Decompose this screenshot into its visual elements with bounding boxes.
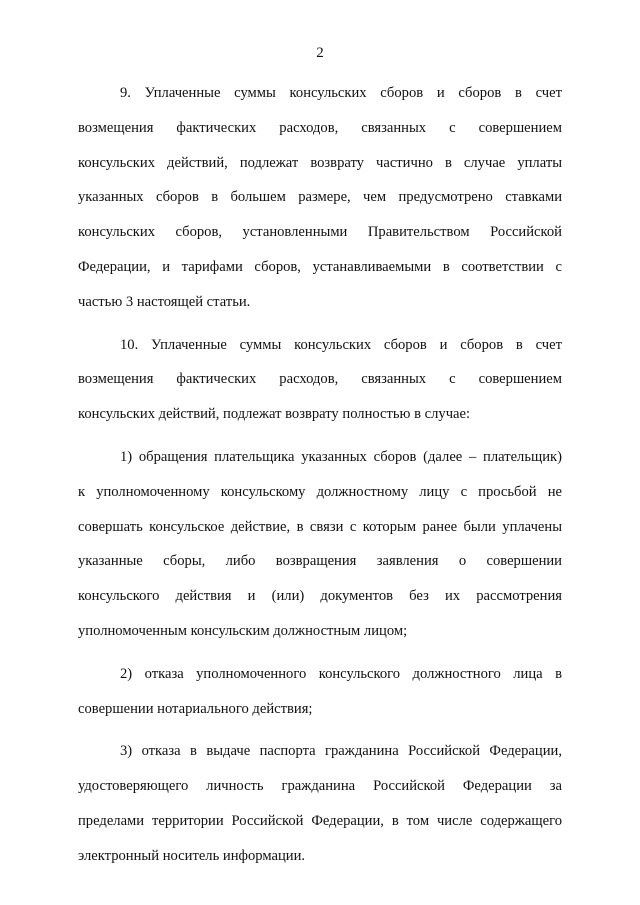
text-line: частью 3 настоящей статьи.	[78, 293, 251, 310]
list-item-1	[78, 440, 562, 649]
text-line: пределами территории Российской Федерации, в том числе содержащего	[78, 812, 562, 829]
text-line: указанные сборы, либо возвращения заявления о совершении	[78, 553, 562, 570]
page-number: 2	[316, 45, 324, 61]
text-line: 3) отказа в выдаче паспорта гражданина Российской Федерации,	[120, 743, 562, 760]
text-line: возмещения фактических расходов, связанных с совершением	[78, 119, 562, 136]
paragraph-10	[78, 328, 562, 432]
text-line: совершении нотариального действия;	[78, 700, 313, 717]
text-line: 1) обращения плательщика указанных сборов (далее – плательщик)	[120, 448, 562, 465]
list-item-3	[78, 734, 562, 873]
document-body	[78, 76, 562, 882]
text-line: 9. Уплаченные суммы консульских сборов и сборов в счет	[120, 85, 562, 101]
text-line: возмещения фактических расходов, связанных с совершением	[78, 371, 562, 388]
text-line: консульских действий, подлежат возврату полностью в случае:	[78, 406, 471, 423]
text-line: 2) отказа уполномоченного консульского должностного лица в	[120, 665, 562, 682]
text-line: совершать консульское действие, в связи с которым ранее были уплачены	[78, 518, 562, 535]
text-line: электронный носитель информации.	[78, 847, 306, 864]
text-line: Федерации, и тарифами сборов, устанавливаемыми в соответствии с	[78, 258, 562, 275]
text-line: 10. Уплаченные суммы консульских сборов и сборов в счет	[120, 336, 562, 353]
text-line: консульских действий, подлежат возврату частично в случае уплаты	[78, 154, 562, 171]
text-line: уполномоченным консульским должностным лицом;	[78, 622, 408, 639]
text-line: к уполномоченному консульскому должностному лицу с просьбой не	[78, 483, 562, 500]
text-line: консульских сборов, установленными Правительством Российской	[78, 224, 562, 241]
text-line: удостоверяющего личность гражданина Российской Федерации за	[78, 778, 562, 795]
paragraph-9	[78, 76, 562, 320]
text-line: указанных сборов в большем размере, чем предусмотрено ставками	[78, 189, 562, 206]
list-item-2	[78, 657, 562, 727]
text-line: консульского действия и (или) документов без их рассмотрения	[78, 588, 562, 605]
